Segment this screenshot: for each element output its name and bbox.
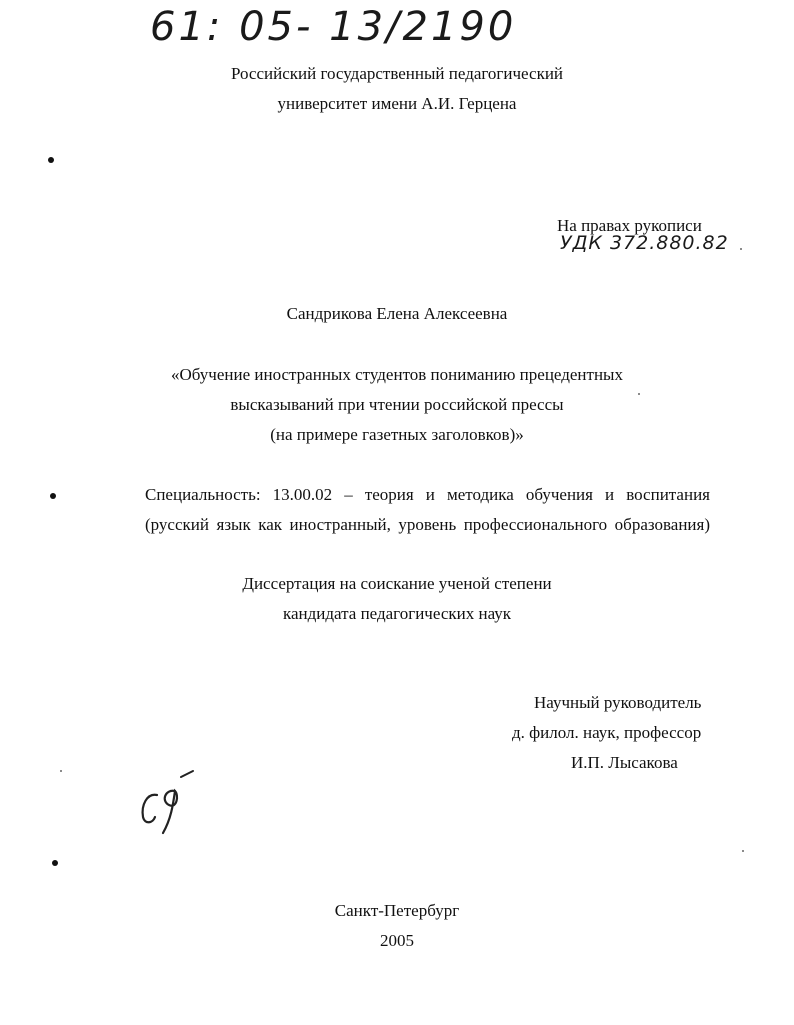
footer-year: 2005: [380, 931, 414, 950]
author-name: Сандрикова Елена Алексеевна: [286, 304, 508, 323]
supervisor-rank: д. филол. наук, профессор: [512, 723, 702, 742]
university-line-1: Российский государственный педагогический: [230, 64, 564, 83]
binding-dot-top: [48, 157, 54, 163]
degree-line-2: кандидата педагогических наук: [282, 604, 512, 623]
rights-label: На правах рукописи: [557, 216, 702, 235]
binding-dot-bottom: [52, 860, 58, 866]
supervisor-role: Научный руководитель: [534, 693, 702, 712]
binding-dot-middle: [50, 493, 56, 499]
scan-speck: [740, 248, 742, 250]
udc-handwritten: УДК 372.880.82: [560, 232, 729, 254]
scan-speck: [638, 393, 640, 395]
scan-speck: [742, 850, 744, 852]
supervisor-name: И.П. Лысакова: [571, 753, 678, 772]
footer-city: Санкт-Петербург: [334, 901, 460, 920]
specialty-line-1: Специальность: 13.00.02 – теория и методика обучения и воспитания: [145, 485, 710, 504]
title-line-2: высказываний при чтении российской прессы: [230, 395, 564, 414]
title-line-1: «Обучение иностранных студентов пониманию прецедентных: [171, 365, 623, 384]
university-line-2: университет имени А.И. Герцена: [277, 94, 517, 113]
title-line-3: (на примере газетных заголовков)»: [270, 425, 524, 444]
archive-number: 61: 05- 13/2190: [150, 4, 517, 50]
specialty-line-2: (русский язык как иностранный, уровень профессионального образования): [145, 515, 710, 534]
degree-line-1: Диссертация на соискание ученой степени: [242, 574, 552, 593]
handwritten-signature: [135, 765, 210, 840]
scan-speck: [60, 770, 62, 772]
